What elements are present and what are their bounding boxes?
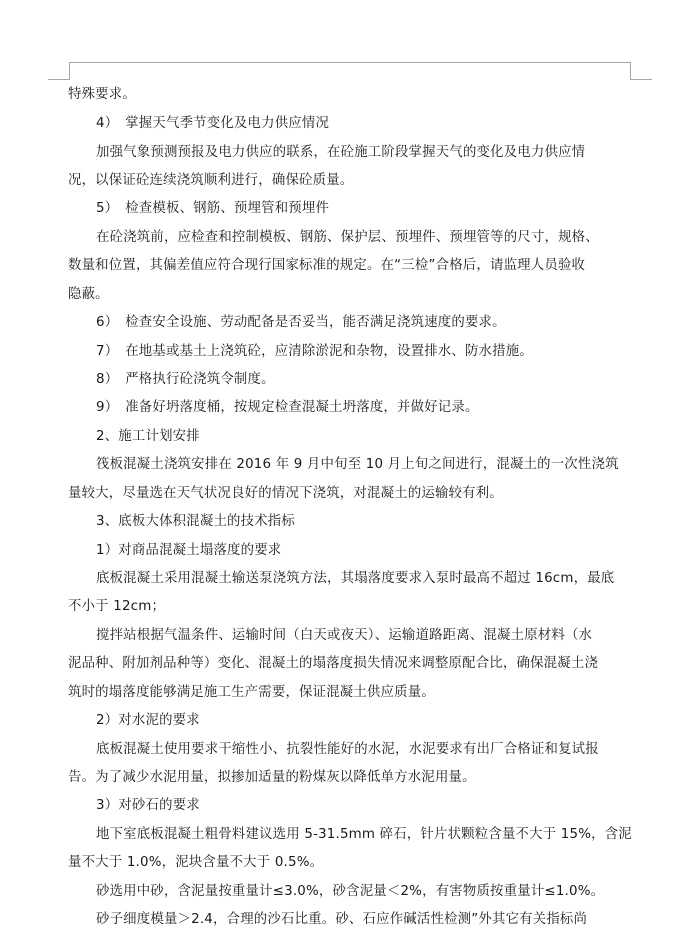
margin-mark-top-right [630,62,652,80]
text-line: 4） 掌握天气季节变化及电力供应情况 [96,116,330,131]
text-line: 地下室底板混凝土粗骨料建议选用 5-31.5mm 碎石，针片状颗粒含量不大于 15%，含泥 [96,827,632,842]
text-line: 底板混凝土采用混凝土输送泵浇筑方法，其塌落度要求入泵时最高不超过 16cm，最底 [96,571,615,586]
text-line: 底板混凝土使用要求干缩性小、抗裂性能好的水泥，水泥要求有出厂合格证和复试报 [96,741,599,757]
text-line: 量较大，尽量选在天气状况良好的情况下浇筑，对混凝土的运输较有利。 [68,485,503,501]
text-line: 告。为了减少水泥用量，拟掺加适量的粉煤灰以降低单方水泥用量。 [68,770,476,785]
text-line: 砂选用中砂，含泥量按重量计≤3.0%，砂含泥量＜2%，有害物质按重量计≤1.0%。 [96,883,605,899]
text-line: 1）对商品混凝土塌落度的要求 [96,542,282,558]
text-line: 砂子细度模量＞2.4，合理的沙石比重。砂、石应作碱活性检测”外其它有关指标尚 [96,912,588,927]
text-line: 加强气象预测预报及电力供应的联系，在砼施工阶段掌握天气的变化及电力供应情 [96,144,586,160]
text-line: 搅拌站根据气温条件、运输时间（白天或夜天）、运输道路距离、混凝土原材料（水 [96,628,593,643]
text-line: 不小于 12cm； [68,599,166,614]
text-line: 隐蔽。 [68,286,109,302]
text-line: 3、底板大体积混凝土的技术指标 [96,514,295,529]
text-line: 2、施工计划安排 [96,428,200,444]
text-line: 况，以保证砼连续浇筑顺利进行，确保砼质量。 [68,173,354,188]
text-line: 5） 检查模板、钢筋、预埋管和预埋件 [96,201,330,216]
text-line: 在砼浇筑前，应检查和控制模板、钢筋、保护层、预埋件、预埋管等的尺寸，规格、 [96,230,599,245]
text-line: 筏板混凝土浇筑安排在 2016 年 9 月中旬至 10 月上旬之间进行，混凝土的一次性浇筑 [96,457,619,472]
margin-mark-top-left [48,62,70,80]
text-line: 量不大于 1.0%，泥块含量不大于 0.5%。 [68,855,324,870]
text-line: 6） 检查安全设施、劳动配备是否妥当，能否满足浇筑速度的要求。 [96,315,506,330]
text-line: 8） 严格执行砼浇筑令制度。 [96,372,275,387]
text-line: 7） 在地基或基土上浇筑砼，应清除淤泥和杂物，设置排水、防水措施。 [96,343,533,359]
text-line: 泥品种、附加剂品种等）变化、混凝土的塌落度损失情况来调整原配合比，确保混凝土浇 [68,656,599,671]
text-line: 3）对砂石的要求 [96,798,200,813]
header-margin-line [69,62,630,63]
text-line: 9） 准备好坍落度桶，按规定检查混凝土坍落度，并做好记录。 [96,400,479,415]
text-line: 筑时的塌落度能够满足施工生产需要，保证混凝土供应质量。 [68,684,435,700]
text-line: 特殊要求。 [68,87,136,102]
text-line: 2）对水泥的要求 [96,713,200,728]
text-line: 数量和位置，其偏差值应符合现行国家标准的规定。在“三检”合格后，请监理人员验收 [68,258,586,273]
